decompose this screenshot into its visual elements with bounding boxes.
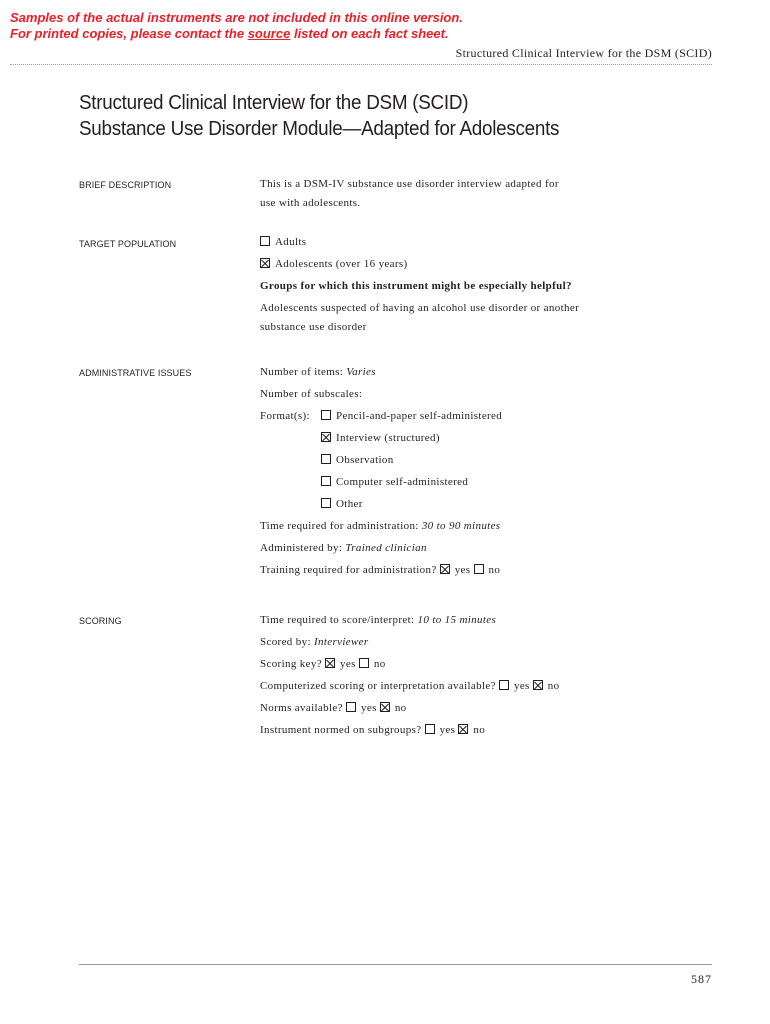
no-checkbox[interactable] (458, 724, 468, 734)
number-of-subscales: Number of subscales: (260, 388, 363, 400)
brief-line-1: This is a DSM-IV substance use disorder interview adapted for (260, 178, 559, 190)
no-checkbox[interactable] (380, 702, 390, 712)
no-checkbox[interactable] (533, 680, 543, 690)
formats-label: Format(s): (260, 410, 310, 422)
yes-label: yes (454, 564, 471, 576)
source-link[interactable]: source (247, 26, 291, 41)
page-title (79, 90, 559, 142)
computerized-scoring (260, 680, 560, 692)
field-label: Number of items: (260, 366, 344, 378)
footer-divider (79, 964, 712, 965)
notice-line-1: Samples of the actual instruments are not included in this online version. (10, 10, 463, 25)
online-version-notice (10, 10, 463, 42)
option-label: Adults (275, 236, 307, 248)
no-checkbox[interactable] (359, 658, 369, 668)
format-option (321, 410, 502, 422)
option-label: Interview (structured) (336, 432, 440, 444)
field-label: Norms available? (260, 702, 343, 714)
checkbox[interactable] (260, 236, 270, 246)
admin-time (260, 520, 500, 532)
field-label: Training required for administration? (260, 564, 437, 576)
no-label: no (488, 564, 501, 576)
yes-checkbox[interactable] (425, 724, 435, 734)
checkbox[interactable] (321, 498, 331, 508)
scored-by (260, 636, 369, 648)
no-checkbox[interactable] (474, 564, 484, 574)
no-label: no (394, 702, 407, 714)
no-label: no (473, 724, 486, 736)
checkbox[interactable] (260, 258, 270, 268)
groups-question: Groups for which this instrument might be especially helpful? (260, 280, 572, 292)
field-label: Time required to score/interpret: (260, 614, 415, 626)
option-label: Adolescents (over 16 years) (275, 258, 408, 270)
notice-text-end: listed on each fact sheet. (293, 26, 449, 41)
administered-by (260, 542, 427, 554)
yes-label: yes (513, 680, 530, 692)
field-label: Computerized scoring or interpretation available? (260, 680, 496, 692)
norms-available (260, 702, 407, 714)
yes-checkbox[interactable] (346, 702, 356, 712)
option-label: Pencil-and-paper self-administered (336, 410, 503, 422)
field-value: Interviewer (313, 636, 369, 648)
checkbox[interactable] (321, 476, 331, 486)
field-label: Administered by: (260, 542, 343, 554)
no-label: no (547, 680, 560, 692)
checkbox[interactable] (321, 410, 331, 420)
format-option (321, 432, 440, 444)
section-label-scoring: SCORING (79, 616, 122, 626)
normed-on-subgroups (260, 724, 485, 736)
section-label-admin: ADMINISTRATIVE ISSUES (79, 368, 192, 378)
yes-checkbox[interactable] (325, 658, 335, 668)
title-line-1: Structured Clinical Interview for the DSM (SCID) (79, 91, 469, 114)
yes-checkbox[interactable] (499, 680, 509, 690)
checkbox[interactable] (321, 454, 331, 464)
section-label-target: TARGET POPULATION (79, 239, 177, 249)
notice-line-2 (10, 26, 463, 42)
field-value: 10 to 15 minutes (417, 614, 497, 626)
option-label: Other (336, 498, 363, 510)
option-label: Observation (336, 454, 394, 466)
yes-checkbox[interactable] (440, 564, 450, 574)
running-head: Structured Clinical Interview for the DSM (SCID) (455, 46, 712, 60)
groups-answer-line-2: substance use disorder (260, 321, 367, 333)
title-line-2: Substance Use Disorder Module—Adapted for Adolescents (79, 117, 560, 140)
score-time (260, 614, 496, 626)
field-label: Instrument normed on subgroups? (260, 724, 422, 736)
format-option (321, 454, 394, 466)
target-option-adults (260, 236, 306, 248)
field-label: Scoring key? (260, 658, 322, 670)
training-required (260, 564, 500, 576)
field-value: Trained clinician (345, 542, 427, 554)
target-option-adolescents (260, 258, 408, 270)
field-value: Varies (346, 366, 376, 378)
field-label: Scored by: (260, 636, 311, 648)
field-label: Time required for administration: (260, 520, 419, 532)
option-label: Computer self-administered (336, 476, 469, 488)
yes-label: yes (360, 702, 377, 714)
yes-label: yes (340, 658, 356, 670)
section-label-brief: BRIEF DESCRIPTION (79, 180, 172, 190)
format-option (321, 476, 468, 488)
groups-answer-line-1: Adolescents suspected of having an alcohol use disorder or another (260, 302, 580, 314)
notice-text: For printed copies, please contact the (10, 26, 245, 41)
checkbox[interactable] (321, 432, 331, 442)
yes-label: yes (439, 724, 456, 736)
no-label: no (373, 658, 386, 670)
field-value: 30 to 90 minutes (421, 520, 501, 532)
format-option (321, 498, 363, 510)
header-divider (10, 64, 712, 65)
page-number: 587 (691, 972, 712, 986)
scoring-key (260, 658, 386, 670)
number-of-items (260, 366, 376, 378)
brief-line-2: use with adolescents. (260, 197, 361, 209)
